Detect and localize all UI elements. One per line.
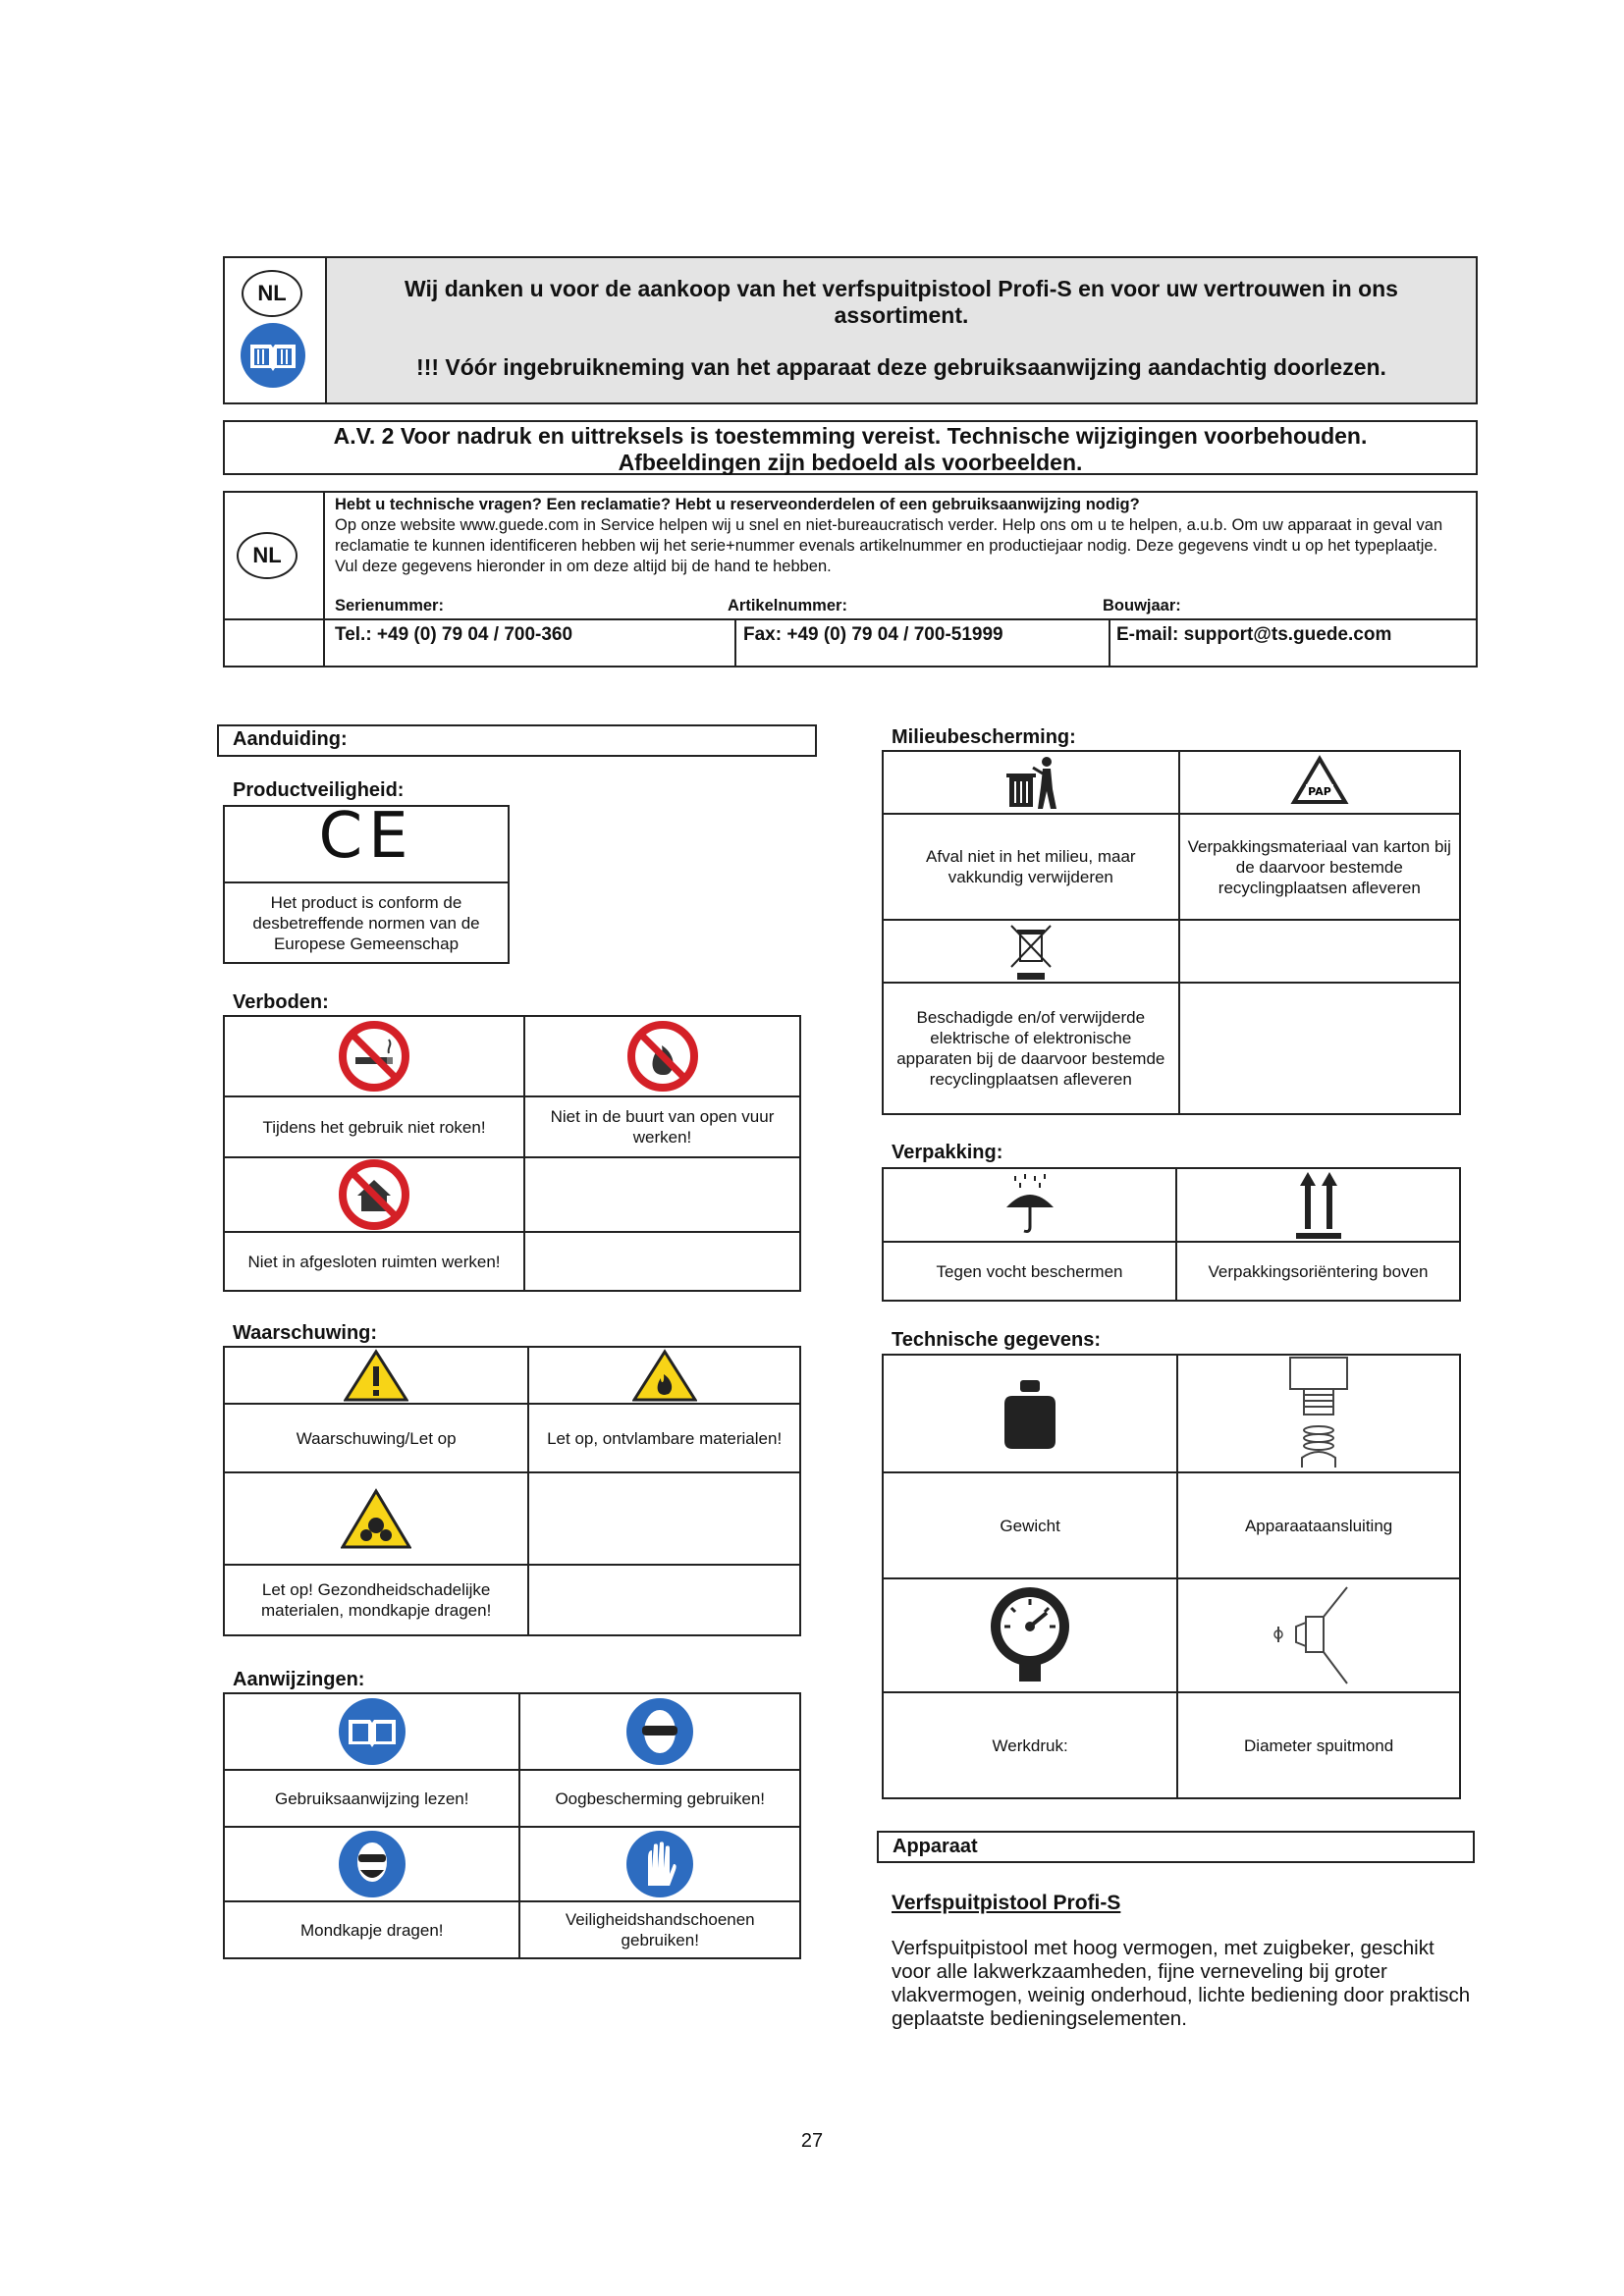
- flammable-icon: [632, 1349, 697, 1402]
- weee-crossed-bin-icon: [1007, 922, 1055, 981]
- ce-mark-cell: [224, 800, 509, 882]
- build-year-label: Bouwjaar:: [1103, 597, 1181, 614]
- language-code: NL: [257, 281, 287, 305]
- language-badge: [237, 532, 298, 579]
- warning-table: [223, 1346, 801, 1636]
- umbrella-keep-dry-icon: [1001, 1174, 1059, 1237]
- environment-title: Milieubescherming:: [892, 726, 1076, 748]
- packaging-item-1: Tegen vocht beschermen: [883, 1242, 1176, 1301]
- contact-box: [223, 491, 1478, 667]
- product-safety-table: [223, 800, 510, 964]
- weight-icon: [1001, 1376, 1059, 1451]
- no-smoking-icon: [338, 1020, 410, 1093]
- dust-mask-icon: [337, 1829, 407, 1899]
- no-open-fire-icon: [626, 1020, 699, 1093]
- safety-gloves-icon: [624, 1829, 695, 1899]
- device-heading: Apparaat: [877, 1831, 1475, 1863]
- eye-protection-icon: [624, 1696, 695, 1767]
- no-enclosed-space-icon: [338, 1158, 410, 1231]
- packaging-table: [882, 1167, 1461, 1302]
- notice-line-1: A.V. 2 Voor nadruk en uittreksels is toestemming vereist. Technische wijzigingen voorbehouden.: [333, 423, 1368, 449]
- warning-item-3: Let op! Gezondheidschadelijke materialen, mondkapje dragen!: [224, 1565, 528, 1635]
- notice-line-2: Afbeeldingen zijn bedoeld als voorbeelden.: [618, 450, 1083, 475]
- pap-label: PAP: [1307, 785, 1331, 798]
- serial-number-label: Serienummer:: [335, 597, 444, 614]
- article-number-label: Artikelnummer:: [728, 597, 847, 614]
- trash-disposal-icon: [1003, 754, 1058, 811]
- technical-table: [882, 1354, 1461, 1799]
- language-code: NL: [252, 543, 282, 567]
- instructions-table: [223, 1692, 801, 1959]
- device-name: Verfspuitpistool Profi-S: [892, 1892, 1121, 1914]
- environment-table: [882, 750, 1461, 1115]
- nozzle-diameter-icon: [1265, 1583, 1373, 1687]
- prohibited-item-3: Niet in afgesloten ruimten werken!: [224, 1232, 524, 1291]
- instruction-item-3: Mondkapje dragen!: [224, 1901, 519, 1958]
- prohibited-item-1: Tijdens het gebruik niet roken!: [224, 1096, 524, 1157]
- product-safety-title: Productveiligheid:: [233, 779, 405, 801]
- fax: Fax: +49 (0) 79 04 / 700-51999: [743, 624, 1003, 645]
- read-manual-icon: [239, 321, 307, 390]
- technical-item-4: Diameter spuitmond: [1177, 1692, 1460, 1798]
- environment-item-3: Beschadigde en/of verwijderde elektrische of elektronische apparaten bij de daarvoor bestemde recyclingplaatsen afleveren: [883, 983, 1179, 1114]
- designation-heading: Aanduiding:: [217, 724, 817, 757]
- warning-title: Waarschuwing:: [233, 1322, 378, 1344]
- warning-item-2: Let op, ontvlambare materialen!: [528, 1404, 800, 1472]
- telephone: Tel.: +49 (0) 79 04 / 700-360: [335, 624, 573, 645]
- ce-text: Het product is conform de desbetreffende normen van de Europese Gemeenschap: [224, 882, 509, 963]
- read-manual-line: !!! Vóór ingebruikneming van het apparaat deze gebruiksaanwijzing aandachtig doorlezen.: [416, 354, 1386, 380]
- this-side-up-icon: [1294, 1170, 1343, 1241]
- technical-item-3: Werkdruk:: [883, 1692, 1177, 1798]
- instruction-item-4: Veiligheidshandschoenen gebruiken!: [519, 1901, 800, 1958]
- email[interactable]: E-mail: support@ts.guede.com: [1116, 624, 1392, 645]
- header-text: [327, 258, 1476, 402]
- device-connection-icon: [1284, 1356, 1353, 1471]
- instruction-item-1: Gebruiksaanwijzing lezen!: [224, 1770, 519, 1827]
- harmful-substances-icon: [341, 1488, 411, 1549]
- device-description: Verfspuitpistool met hoog vermogen, met zuigbeker, geschikt voor alle lakwerkzaamheden, fijne verneveling bij groter vlakvermogen, weinig onderhoud, lichte bediening door praktisch geplaatste bedieningselementen.: [892, 1937, 1471, 2030]
- prohibited-title: Verboden:: [233, 991, 329, 1013]
- pressure-gauge-icon: [990, 1583, 1070, 1687]
- environment-item-1: Afval niet in het milieu, maar vakkundig verwijderen: [883, 814, 1179, 920]
- thanks-line: Wij danken u voor de aankoop van het verfspuitpistool Profi-S en voor uw vertrouwen in ons assortiment.: [405, 276, 1398, 328]
- copyright-notice: [223, 420, 1478, 475]
- language-badge: [242, 270, 302, 317]
- page-number: 27: [800, 2130, 824, 2152]
- header-box: [223, 256, 1478, 404]
- packaging-item-2: Verpakkingsoriëntering boven: [1176, 1242, 1460, 1301]
- instruction-item-2: Oogbescherming gebruiken!: [519, 1770, 800, 1827]
- ce-mark-icon: CE: [318, 800, 414, 873]
- technical-title: Technische gegevens:: [892, 1329, 1102, 1351]
- prohibited-item-2: Niet in de buurt van open vuur werken!: [524, 1096, 800, 1157]
- general-warning-icon: [344, 1349, 408, 1402]
- contact-paragraph: [335, 495, 1460, 577]
- contact-question: Hebt u technische vragen? Een reclamatie? Hebt u reserveonderdelen of een gebruiksaanwijzing nodig?: [335, 496, 1140, 513]
- packaging-title: Verpakking:: [892, 1142, 1003, 1163]
- instructions-title: Aanwijzingen:: [233, 1669, 365, 1690]
- technical-item-1: Gewicht: [883, 1472, 1177, 1578]
- paper-recycling-icon: [1288, 755, 1351, 810]
- technical-item-2: Apparaataansluiting: [1177, 1472, 1460, 1578]
- header-icon-column: [225, 258, 327, 402]
- warning-item-1: Waarschuwing/Let op: [224, 1404, 528, 1472]
- prohibited-table: [223, 1015, 801, 1292]
- read-manual-icon: [337, 1696, 407, 1767]
- contact-text: Op onze website www.guede.com in Service helpen wij u snel en niet-bureaucratisch verder. Help ons om u te helpen, a.u.b. Om uw apparaat in geval van reclamatie te kunnen identificeren hebben wij het serie+nummer evenals artikelnummer en productiejaar nodig. Deze gegevens vindt u op het typeplaatje. Vul deze gegevens hieronder in om deze altijd bij de hand te hebben.: [335, 516, 1443, 575]
- environment-item-2: Verpakkingsmateriaal van karton bij de daarvoor bestemde recyclingplaatsen afleveren: [1179, 814, 1460, 920]
